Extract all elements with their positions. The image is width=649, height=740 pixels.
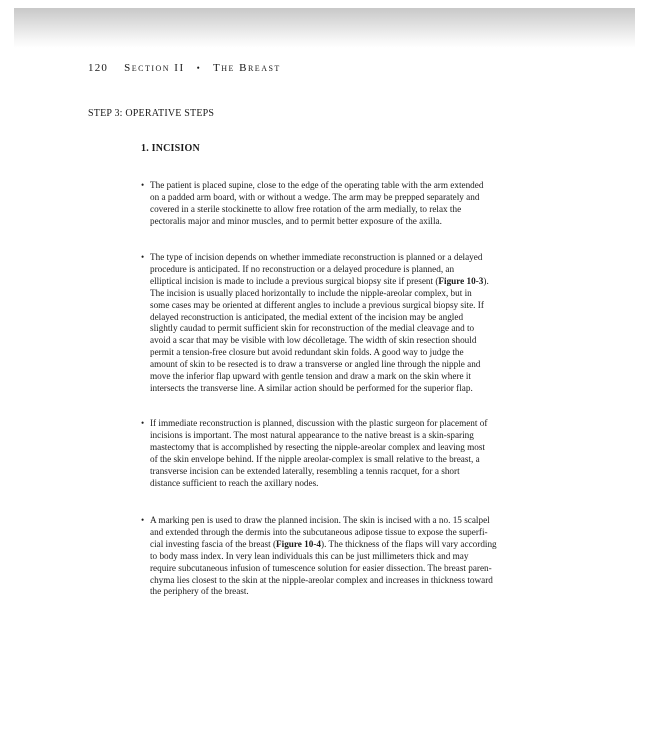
text-line: delayed reconstruction is anticipated, the medial extent of the incision may be angled xyxy=(150,311,464,322)
text-line: incisions is important. The most natural appearance to the native breast is a skin-sparing xyxy=(150,429,474,440)
text-line: on a padded arm board, with or without a wedge. The arm may be prepped separately and xyxy=(150,191,480,202)
bullet-immediate-reconstruction xyxy=(141,418,530,489)
text-line: require subcutaneous infusion of tumescence solution for easier dissection. The breast paren- xyxy=(150,562,492,573)
figure-reference[interactable]: Figure 10-3 xyxy=(438,275,484,286)
chapter-title: The Breast xyxy=(213,62,281,74)
text-line: amount of skin to be resected is to draw a transverse or angled line through the nipple and xyxy=(150,359,481,370)
text-line xyxy=(150,276,530,288)
text-line xyxy=(150,539,530,551)
section-label: Section II xyxy=(124,62,185,74)
text-line: A marking pen is used to draw the planned incision. The skin is incised with a no. 15 scalpel xyxy=(150,515,490,525)
text-line: and extended through the dermis into the subcutaneous adipose tissue to expose the superfi- xyxy=(150,526,488,537)
text-line: If immediate reconstruction is planned, discussion with the plastic surgeon for placement of xyxy=(150,418,488,428)
text-line: transverse incision can be extended laterally, resembling a tennis racquet, for a short xyxy=(150,465,460,476)
bullet-icon: • xyxy=(141,252,145,262)
page-top-shadow xyxy=(14,8,635,48)
text-line: mastectomy that is accomplished by resecting the nipple-areolar complex and leaving most xyxy=(150,441,485,452)
bullet-icon: • xyxy=(141,418,145,428)
text-segment: elliptical incision is made to include a previous surgical biopsy site if present ( xyxy=(150,275,439,286)
step-heading: STEP 3: OPERATIVE STEPS xyxy=(88,108,215,119)
text-line: slightly caudad to permit sufficient skin for reconstruction of the medial cleavage and to xyxy=(150,323,475,334)
text-segment: ). The thickness of the flaps will vary according xyxy=(321,538,497,549)
text-line: distance sufficient to reach the axillary nodes. xyxy=(150,477,319,488)
text-line: avoid a scar that may be visible with low décolletage. The width of skin resection should xyxy=(150,335,477,346)
text-line: the periphery of the breast. xyxy=(150,586,249,597)
page-number: 120 xyxy=(88,62,109,74)
text-line: to body mass index. In very lean individuals this can be just millimeters thick and may xyxy=(150,550,469,561)
bullet-patient-positioning xyxy=(141,180,530,228)
text-line: intersects the transverse line. A similar action should be performed for the superior flap. xyxy=(150,382,473,393)
text-line: The type of incision depends on whether immediate reconstruction is planned or a delayed xyxy=(150,252,483,262)
text-line: some cases may be oriented at different angles to include a previous surgical biopsy site. If xyxy=(150,299,484,310)
text-segment: cial investing fascia of the breast ( xyxy=(150,538,277,549)
text-line: permit a tension-free closure but avoid redundant skin folds. A good way to judge the xyxy=(150,347,464,358)
bullet-icon: • xyxy=(141,180,145,190)
text-line: The patient is placed supine, close to the edge of the operating table with the arm extended xyxy=(150,180,484,190)
text-segment: ). xyxy=(483,275,489,286)
text-line: move the inferior flap upward with gentle tension and draw a mark on the skin where it xyxy=(150,371,471,382)
figure-reference[interactable]: Figure 10-4 xyxy=(276,538,322,549)
text-line: pectoralis major and minor muscles, and to permit better exposure of the axilla. xyxy=(150,215,442,226)
bullet-marking-incision xyxy=(141,515,530,598)
text-line: of the skin envelope behind. If the nipple areolar-complex is small relative to the breast, a xyxy=(150,453,480,464)
bullet-incision-type xyxy=(141,252,530,395)
text-line: procedure is anticipated. If no reconstruction or a delayed procedure is planned, an xyxy=(150,263,455,274)
text-line: covered in a sterile stockinette to allow free rotation of the arm medially, to relax the xyxy=(150,203,462,214)
header-separator: • xyxy=(196,63,201,73)
text-line: The incision is usually placed horizontally to include the nipple-areolar complex, but in xyxy=(150,287,472,298)
incision-subheading: 1. INCISION xyxy=(141,143,200,154)
text-line: chyma lies closest to the skin at the nipple-areolar complex and increases in thickness toward xyxy=(150,574,493,585)
running-header xyxy=(88,62,281,74)
bullet-icon: • xyxy=(141,515,145,525)
